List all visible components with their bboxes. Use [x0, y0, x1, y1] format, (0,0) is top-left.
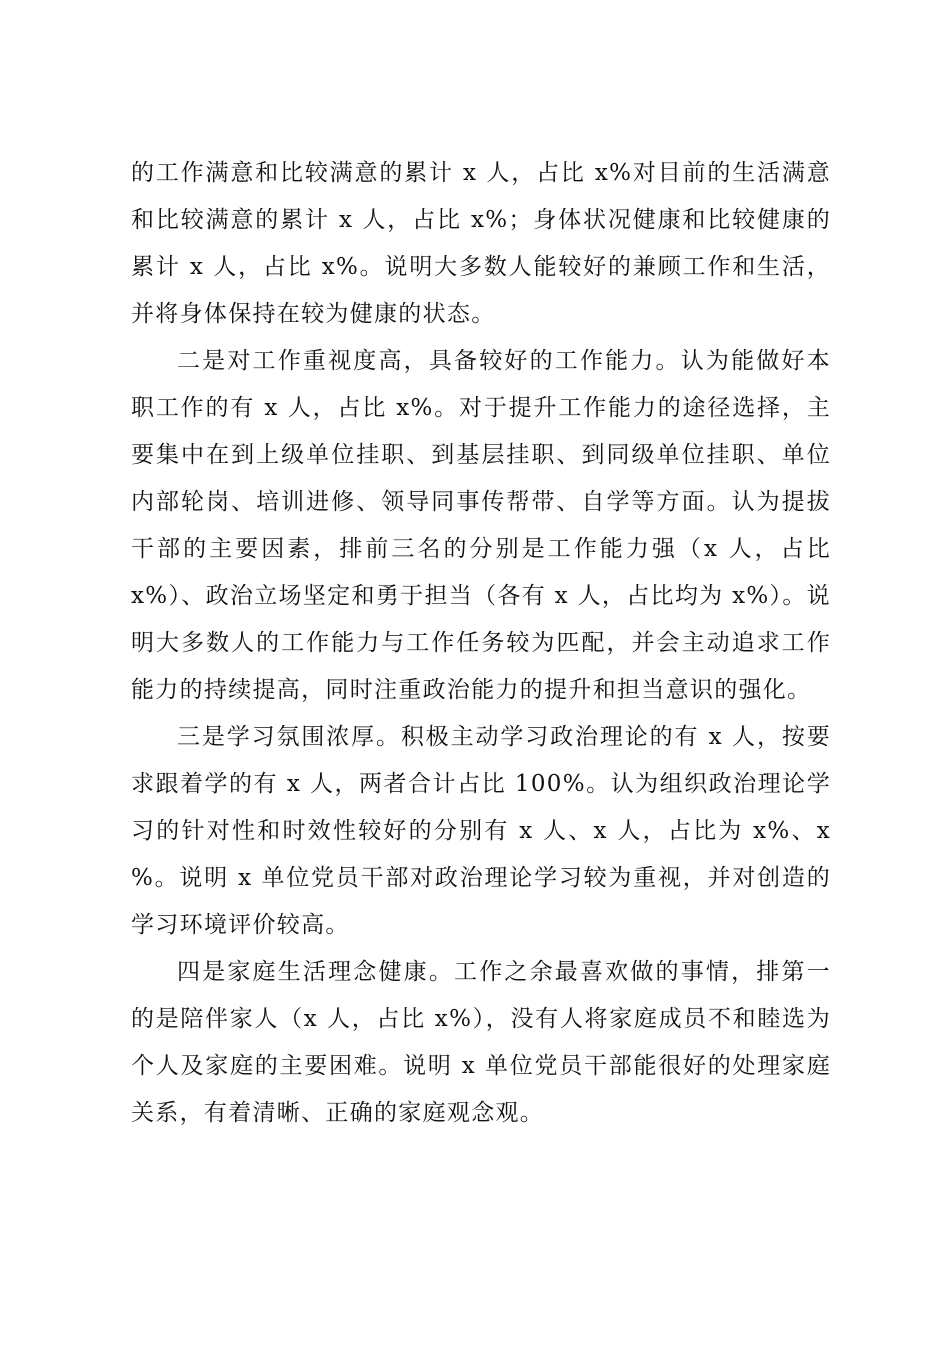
- paragraph-continuation: 的工作满意和比较满意的累计 x 人，占比 x%对目前的生活满意和比较满意的累计 x 人，占比 x%；身体状况健康和比较健康的累计 x 人，占比 x%。说明大多数人能较好的兼顾工作和生活，并将身体保持在较为健康的状态。: [131, 160, 831, 327]
- paragraph-point-four: 四是家庭生活理念健康。工作之余最喜欢做的事情，排第一的是陪伴家人（x 人，占比 x%），没有人将家庭成员不和睦选为个人及家庭的主要困难。说明 x 单位党员干部能很好的处理家庭关系，有着清晰、正确的家庭观念观。: [131, 959, 831, 1126]
- paragraph-point-three: 三是学习氛围浓厚。积极主动学习政治理论的有 x 人，按要求跟着学的有 x 人，两者合计占比 100%。认为组织政治理论学习的针对性和时效性较好的分别有 x 人、x 人，占比为 x%、x %。说明 x 单位党员干部对政治理论学习较为重视，并对创造的学习环境评价较高。: [131, 724, 831, 938]
- paragraph-point-two: 二是对工作重视度高，具备较好的工作能力。认为能做好本职工作的有 x 人，占比 x%。对于提升工作能力的途径选择，主要集中在到上级单位挂职、到基层挂职、到同级单位挂职、单位内部轮岗、培训进修、领导同事传帮带、自学等方面。认为提拔干部的主要因素，排前三名的分别是工作能力强（x 人，占比 x%）、政治立场坚定和勇于担当（各有 x 人，占比均为 x%）。说明大多数人的工作能力与工作任务较为匹配，并会主动追求工作能力的持续提高，同时注重政治能力的提升和担当意识的强化。: [131, 348, 831, 703]
- document-body: [131, 150, 831, 1137]
